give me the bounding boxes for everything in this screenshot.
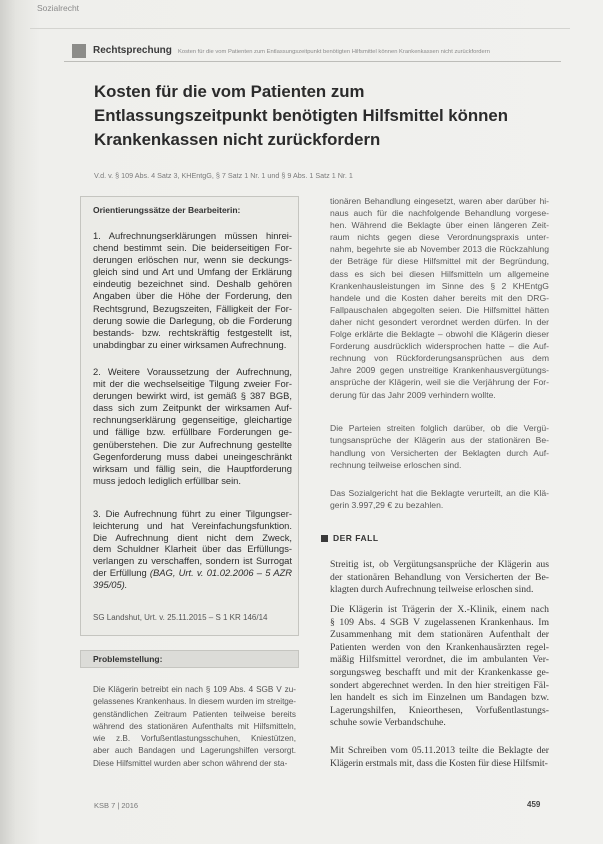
text-line: ansprüche der Klägerin, weil sie die Verjährung der For- — [330, 377, 549, 388]
italic-text: 395/05). — [93, 578, 128, 590]
text-line: Die Klägerin ist Trägerin der X.-Klinik, einem nach — [330, 604, 549, 615]
text-line: und fällige bzw. erfüllbare Forderungen ge- — [93, 426, 292, 438]
text-line: bestands- bzw. rechtskräftig festgestellt ist, — [93, 326, 292, 338]
text-line: Jahre 2009 gegen unstreitige Krankenhausvergütungs- — [330, 365, 549, 376]
text-line: derungen bewirkt wird, ist gemäß § 387 BGB, — [93, 390, 292, 402]
text-line: 1. Aufrechnungserklärungen müssen hinrei- — [93, 230, 292, 241]
text-line: genständlichen Zeitraum Patienten teilweise bereits — [93, 709, 296, 719]
header-rule — [64, 61, 561, 62]
text-line: § 109 Abs. 4 SGB V zugelassenen Krankenhaus. Im — [330, 616, 549, 628]
text-line: schuhe sowie Verbandschuhe. — [330, 717, 446, 729]
text-line: sondert abgerechnet werden. In den hier streitigen Fäl- — [330, 679, 549, 691]
problem-paragraph — [93, 684, 296, 770]
text-line: eindeutig bezeichnet sind. Deshalb gehören — [93, 278, 292, 290]
journal-issue: KSB 7 | 2016 — [94, 801, 139, 810]
case-heading: DER FALL — [333, 533, 379, 543]
text-line: klagten durch Aufrechnung teilweise erloschen sind. — [330, 584, 534, 596]
text-line — [93, 567, 292, 579]
rubric-label: Rechtsprechung — [93, 45, 172, 56]
text-line: Die Parteien streiten folglich darüber, ob die Vergü- — [330, 423, 549, 433]
body-paragraph — [330, 422, 549, 472]
text-line: raum nichts gegen diese Verordnungspraxis unter- — [330, 232, 549, 243]
text-line: 3. Die Aufrechnung führt zu einer Tilgungser- — [93, 508, 292, 519]
text-line: naus auch für die nachfolgende Behandlung vorgese- — [330, 208, 549, 219]
text-line: derung für das Jahr 2009 verhindern wollte. — [330, 389, 496, 400]
page-number: 459 — [527, 800, 541, 809]
section-bullet-square — [321, 535, 328, 542]
italic-text: (BAG, Urt. v. 01.02.2006 – 5 AZR — [149, 566, 292, 578]
text-line: muss jedoch lediglich erfüllbar sein. — [93, 474, 241, 486]
text-line: hen. Während die Beklagte über einen längeren Zeit- — [330, 220, 549, 231]
text-line: aber auch Bandagen und Lagerungshilfen versorgt. — [93, 746, 296, 756]
text-line: derung sowie die Darlegung, ob die Forderung — [93, 314, 292, 326]
text-line: Gegenforderung muss dabei uneingeschränkt — [93, 450, 292, 462]
text-line: mäßig Hilfsmittel verordnet, die im ambulanten Ver- — [330, 654, 549, 666]
problem-heading: Problemstellung: — [93, 654, 163, 664]
text-line — [93, 579, 292, 591]
text-line: wirksam und fällig sein, die Hauptforderung — [93, 462, 292, 474]
text-line: Folge erklärte die Beklagte – obwohl die Klägerin dieser — [330, 329, 549, 340]
text-line: Rechtsgrund, Bezugszeiten, Fälligkeit der For- — [93, 302, 292, 314]
text-line: rechnung von Rückforderungsansprüchen aus dem — [330, 353, 549, 364]
text-segment: der Erfüllung — [93, 566, 150, 578]
guideline-item — [93, 230, 292, 351]
running-title: Kosten für die vom Patienten zum Entlassungszeitpunkt benötigten Hilfsmittel können Krankenkassen nicht zurückfordern — [178, 49, 490, 55]
text-line: Diese Hilfsmittel wurden aber schon während der sta- — [93, 758, 288, 768]
text-line: wie z.B. Vorfußentlastungsschuhen, Kniestützen, — [93, 734, 296, 744]
text-line: Forderung ausdrücklich widersprochen hatte – die Auf- — [330, 341, 549, 352]
section-label: Sozialrecht — [37, 3, 80, 13]
text-line: Mit Schreiben vom 05.11.2013 teilte die Beklagte der — [330, 745, 549, 756]
text-line: Klägerin erstmals mit, dass die Kosten für diese Hilfsmit- — [330, 757, 548, 769]
case-paragraph — [330, 745, 549, 770]
text-line: Die Aufrechnung dient nicht dem Zweck, — [93, 531, 292, 543]
text-line: Lagerungshilfen, Knieorthesen, Vorfußentlastungs- — [330, 704, 549, 716]
text-line: Angaben über die Höhe der Forderung, den — [93, 290, 292, 302]
case-paragraph — [330, 559, 549, 597]
text-line: Patienten werden von den Krankenhausärzten regel- — [330, 641, 549, 653]
body-paragraph — [330, 487, 549, 512]
text-line: der stationären Behandlung von Versicherten der Be- — [330, 571, 549, 583]
guideline-item — [93, 508, 292, 591]
case-paragraph — [330, 604, 549, 730]
text-line: 2. Weitere Voraussetzung der Aufrechnung, — [93, 366, 292, 377]
text-line: mit der die wechselseitige Tilgung zweier For- — [93, 378, 292, 390]
text-line: Das Sozialgericht hat die Beklagte verurteilt, an die Klä- — [330, 488, 549, 498]
guidelines-heading: Orientierungssätze der Bearbeiterin: — [93, 205, 241, 215]
article-title — [94, 80, 549, 152]
text-line: Kosten für die vom Patienten zum — [94, 82, 365, 101]
text-line: Krankenkassen nicht zurückfordern — [94, 130, 381, 149]
court-citation: SG Landshut, Urt. v. 25.11.2015 – S 1 KR 146/14 — [93, 613, 268, 622]
text-line: tionären Behandlung eingesetzt, waren aber darüber hi- — [330, 196, 549, 206]
text-line: während des stationären Aufenthalts mit Hilfsmitteln, — [93, 721, 296, 731]
text-line: Fallpauschalen abgegolten seien. Die Hilfsmittel hätten — [330, 304, 549, 315]
text-line: Krankenhausleistungen im Sinne des § 2 KHEntgG — [330, 280, 549, 291]
text-line: len handelt es sich im Einzelnen um Bandagen bzw. — [330, 692, 549, 704]
text-line: verlangen zu verschaffen, sondern ist Surrogat — [93, 555, 292, 567]
text-line: chend bestimmt sein. Die beiderseitigen For- — [93, 242, 292, 254]
text-line: derungen erlöschen nur, wenn sie deckungs- — [93, 254, 292, 266]
text-line: nahm, begehrte sie ab November 2013 die Rückzahlung — [330, 244, 549, 255]
text-line: dass sich zum Zeitpunkt der wirksamen Auf- — [93, 402, 292, 414]
header-divider — [30, 28, 570, 29]
article-norms: V.d. v. § 109 Abs. 4 Satz 3, KHEntgG, § 7 Satz 1 Nr. 1 und § 9 Abs. 1 Satz 1 Nr. 1 — [94, 171, 353, 180]
text-line: genüberstehen. Die zur Aufrechnung gestellte — [93, 438, 292, 450]
text-line: gelassenes Krankenhaus. In diesem wurden im streitge- — [93, 697, 296, 707]
text-line: unabdingbar zu einer wirksamen Aufrechnung. — [93, 338, 287, 350]
rubric-marker-square — [72, 44, 86, 58]
text-line: daher nicht gesondert verordnet werden dürfen. In der — [330, 316, 549, 327]
text-line: Entlassungszeitpunkt benötigten Hilfsmittel können — [94, 106, 508, 125]
text-line: handlung von Versicherten der Beklagten durch Auf- — [330, 447, 549, 458]
text-line: dem Schuldner Klarheit über das Erfüllungs- — [93, 543, 292, 555]
text-line: Zusammenhang mit dem stationären Aufenthalt der — [330, 629, 549, 641]
text-line: Streitig ist, ob Vergütungsansprüche der Klägerin aus — [330, 559, 549, 570]
body-paragraph — [330, 195, 549, 401]
text-line: handele und die Kosten daher bereits mit den DRG- — [330, 292, 549, 303]
text-line: leichterung und hat Vereinfachungsfunktion. — [93, 519, 292, 531]
text-line: rechnungserklärung gegenseitige, gleichartige — [93, 414, 292, 426]
text-line: gerin 3.997,29 € zu bezahlen. — [330, 500, 444, 511]
text-line: der Beträge für diese Hilfsmittel mit der Begründung, — [330, 256, 549, 267]
text-line: dass es sich bei diesen Hilfsmitteln um allgemeine — [330, 268, 549, 279]
text-line: gleich sind und Art und Umfang der Erklärung — [93, 266, 292, 278]
text-line: tungsansprüche der Klägerin aus der stationären Be- — [330, 435, 549, 446]
text-line: Die Klägerin betreibt ein nach § 109 Abs. 4 SGB V zu- — [93, 685, 296, 694]
text-line: rechnung teilweise erloschen sind. — [330, 460, 462, 471]
text-line: sorgungsweg beschafft und mit der Krankenkasse ge- — [330, 666, 549, 678]
guideline-item — [93, 366, 292, 487]
